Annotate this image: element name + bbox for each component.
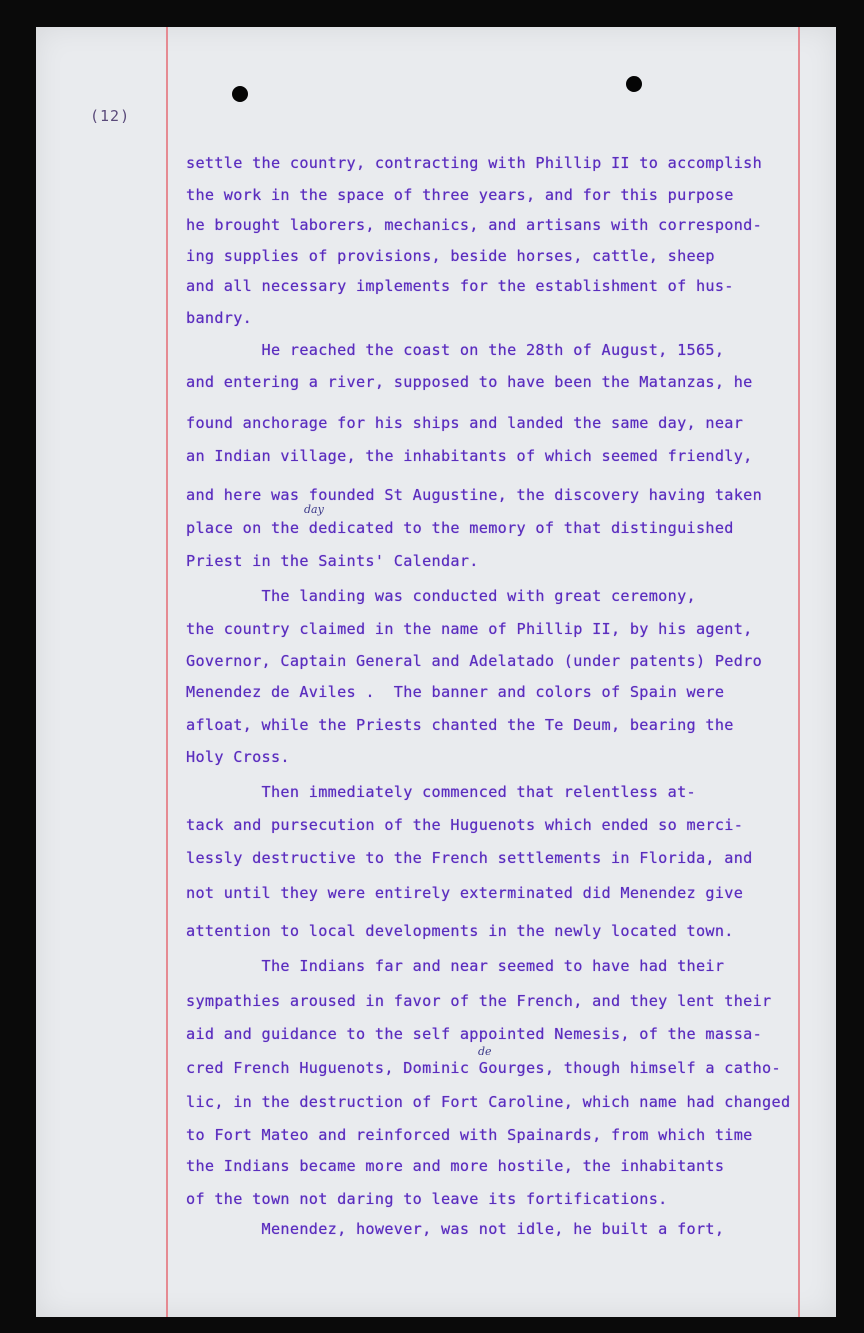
text-line: afloat, while the Priests chanted the Te Deum, bearing the xyxy=(186,716,734,734)
text-line: of the town not daring to leave its fortifications. xyxy=(186,1190,668,1208)
punch-hole xyxy=(232,86,248,102)
right-margin-rule xyxy=(798,27,800,1317)
text-line: He reached the coast on the 28th of August, 1565, xyxy=(186,341,725,359)
text-line: cred French Huguenots, Dominic Gourges, though himself a catho- xyxy=(186,1059,781,1077)
text-line: settle the country, contracting with Phillip II to accomplish xyxy=(186,154,763,172)
text-line: the work in the space of three years, and for this purpose xyxy=(186,186,734,204)
text-line: Menendez de Aviles . The banner and colors of Spain were xyxy=(186,683,725,701)
text-line: ing supplies of provisions, beside horses, cattle, sheep xyxy=(186,247,715,265)
text-line: attention to local developments in the newly located town. xyxy=(186,922,734,940)
text-line: Then immediately commenced that relentless at- xyxy=(186,783,696,801)
handwritten-insert: de xyxy=(478,1045,492,1058)
text-line: the Indians became more and more hostile, the inhabitants xyxy=(186,1157,725,1175)
handwritten-insert: day xyxy=(304,503,324,516)
text-line: sympathies aroused in favor of the French, and they lent their xyxy=(186,992,772,1010)
text-line: lessly destructive to the French settlements in Florida, and xyxy=(186,849,753,867)
left-margin-rule xyxy=(166,27,168,1317)
text-line: and here was founded St Augustine, the discovery having taken xyxy=(186,486,763,504)
text-line: Governor, Captain General and Adelatado (under patents) Pedro xyxy=(186,652,763,670)
text-line: The Indians far and near seemed to have had their xyxy=(186,957,725,975)
text-line: place on the dedicated to the memory of that distinguished xyxy=(186,519,734,537)
text-line: he brought laborers, mechanics, and artisans with correspond- xyxy=(186,216,763,234)
text-line: Holy Cross. xyxy=(186,748,290,766)
text-line: found anchorage for his ships and landed the same day, near xyxy=(186,414,744,432)
page-number: (12) xyxy=(90,107,131,125)
text-line: and entering a river, supposed to have been the Matanzas, he xyxy=(186,373,753,391)
text-line: aid and guidance to the self appointed Nemesis, of the massa- xyxy=(186,1025,763,1043)
text-line: The landing was conducted with great ceremony, xyxy=(186,587,696,605)
text-line: Priest in the Saints' Calendar. xyxy=(186,552,479,570)
text-line: bandry. xyxy=(186,309,253,327)
text-line: Menendez, however, was not idle, he built a fort, xyxy=(186,1220,725,1238)
text-line: tack and pursecution of the Huguenots which ended so merci- xyxy=(186,816,744,834)
text-line: an Indian village, the inhabitants of which seemed friendly, xyxy=(186,447,753,465)
text-line: the country claimed in the name of Phillip II, by his agent, xyxy=(186,620,753,638)
typed-page xyxy=(36,27,836,1317)
text-line: not until they were entirely exterminated did Menendez give xyxy=(186,884,744,902)
text-line: and all necessary implements for the establishment of hus- xyxy=(186,277,734,295)
text-line: lic, in the destruction of Fort Caroline, which name had changed xyxy=(186,1093,791,1111)
punch-hole xyxy=(626,76,642,92)
text-line: to Fort Mateo and reinforced with Spainards, from which time xyxy=(186,1126,753,1144)
